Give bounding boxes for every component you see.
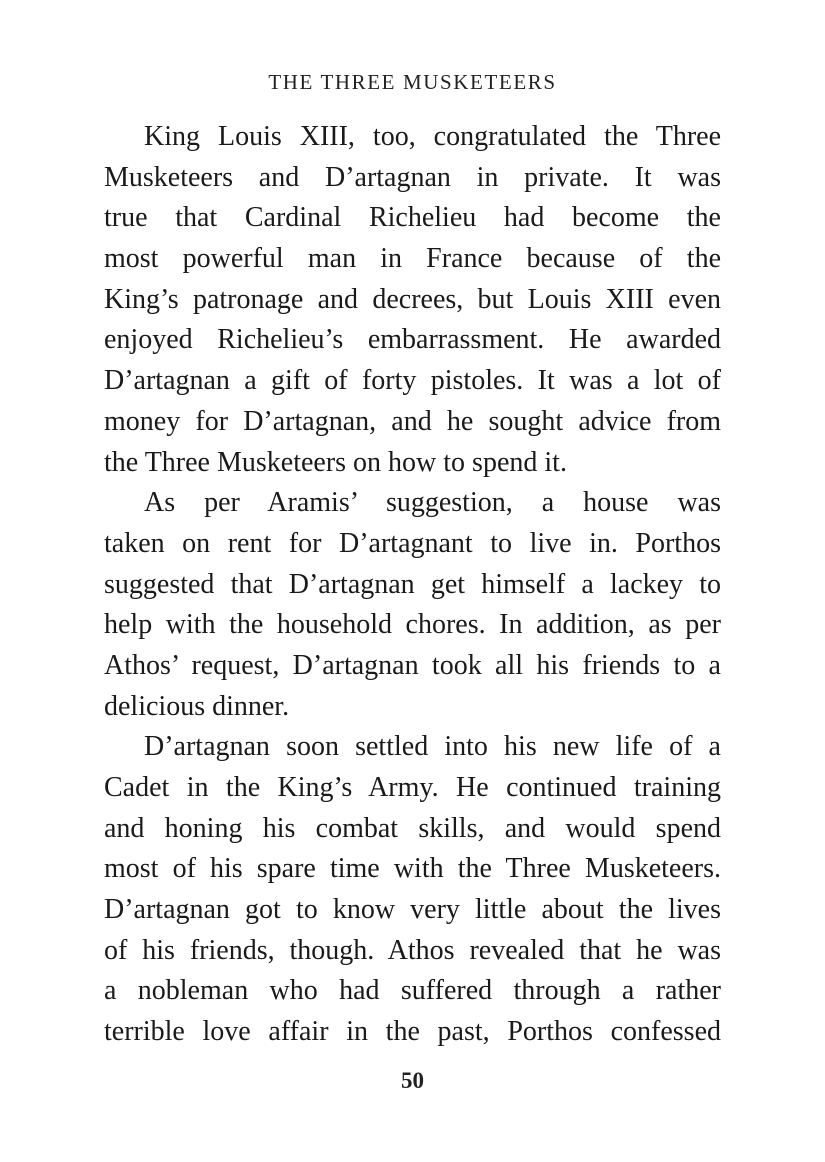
- text-line: the Three Musketeers on how to spend it.: [104, 446, 567, 478]
- text-line: true that Cardinal Richelieu had become the: [104, 202, 721, 234]
- text-line: of his friends, though. Athos revealed that he was: [104, 934, 721, 966]
- text-line: suggested that D’artagnan get himself a lackey to: [104, 568, 721, 600]
- text-line: Musketeers and D’artagnan in private. It was: [104, 161, 721, 193]
- text-line: taken on rent for D’artagnant to live in. Porthos: [104, 527, 721, 559]
- text-line: D’artagnan got to know very little about the lives: [104, 894, 721, 926]
- page-number: 50: [401, 1068, 424, 1093]
- text-line: D’artagnan soon settled into his new life of a: [144, 731, 721, 763]
- text-line: and honing his combat skills, and would spend: [104, 812, 721, 844]
- text-line: Cadet in the King’s Army. He continued training: [104, 772, 721, 803]
- text-line: money for D’artagnan, and he sought advice from: [104, 405, 721, 437]
- text-line: most powerful man in France because of the: [104, 243, 721, 275]
- text-line: delicious dinner.: [104, 690, 290, 722]
- text-line: King Louis XIII, too, congratulated the Three: [144, 121, 721, 152]
- text-line: terrible love affair in the past, Porthos confessed: [104, 1016, 721, 1048]
- text-line: help with the household chores. In addition, as per: [104, 609, 721, 641]
- text-line: a nobleman who had suffered through a rather: [104, 975, 721, 1007]
- text-line: King’s patronage and decrees, but Louis XIII even: [104, 283, 721, 315]
- text-line: most of his spare time with the Three Musketeers.: [104, 853, 721, 885]
- body-text: [104, 117, 721, 1053]
- text-line: D’artagnan a gift of forty pistoles. It was a lot of: [104, 365, 721, 397]
- text-line: Athos’ request, D’artagnan took all his friends to a: [104, 649, 721, 681]
- running-head: THE THREE MUSKETEERS: [268, 70, 557, 94]
- text-line: As per Aramis’ suggestion, a house was: [144, 487, 721, 519]
- text-line: enjoyed Richelieu’s embarrassment. He awarded: [104, 324, 721, 356]
